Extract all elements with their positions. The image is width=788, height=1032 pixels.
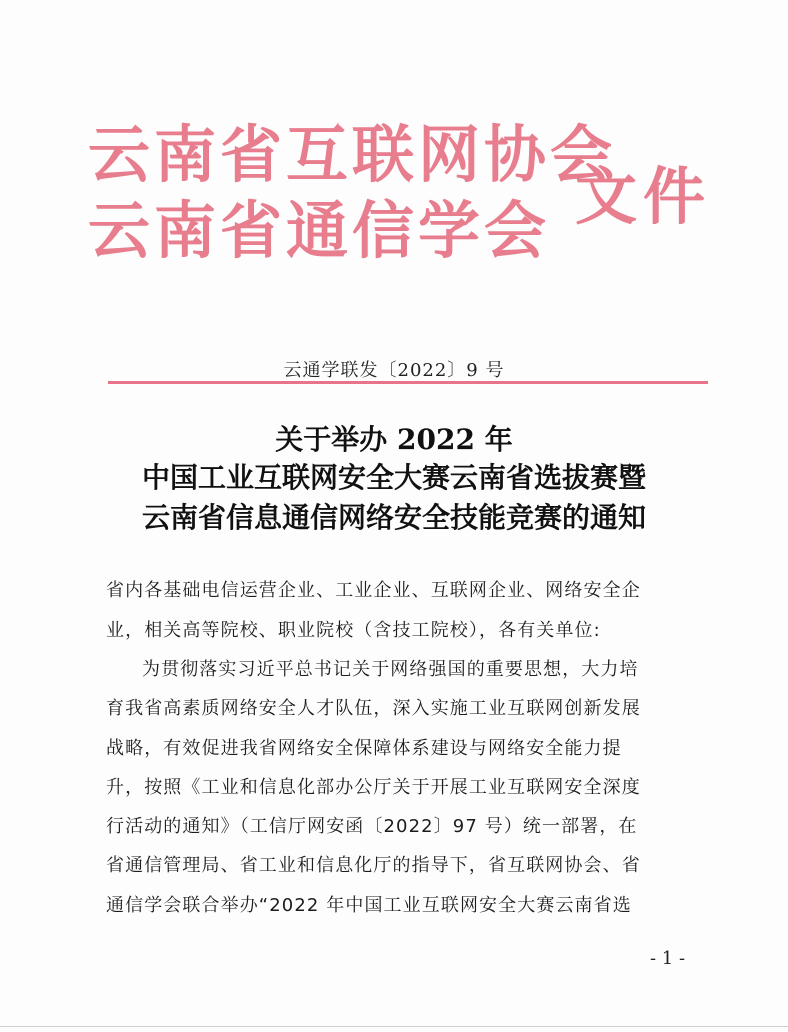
issuer-name-communication-society: 云南省通信学会	[88, 194, 551, 267]
body-line-7: 行活动的通知》（工信厅网安函〔2022〕97 号）统一部署，在	[106, 816, 638, 837]
title-line-2: 中国工业互联网安全大赛云南省选拔赛暨	[141, 461, 646, 494]
page-number: - 1 -	[650, 948, 686, 969]
body-line-6: 升，按照《工业和信息化部办公厅关于开展工业互联网安全深度	[106, 777, 641, 798]
body-line-3: 为贯彻落实习近平总书记关于网络强国的重要思想，大力培	[142, 659, 639, 680]
body-line-5: 战略，有效促进我省网络安全保障体系建设与网络安全能力提	[106, 738, 622, 759]
page-bottom-edge	[0, 1026, 788, 1027]
document-number: 云通学联发〔2022〕9 号	[283, 360, 505, 381]
document-type-label: 文件	[575, 160, 712, 233]
body-line-2: 业，相关高等院校、职业院校（含技工院校），各有关单位:	[106, 620, 601, 641]
issuer-name-internet-association: 云南省互联网协会	[88, 118, 617, 191]
header-red-divider	[108, 381, 708, 384]
title-line-3: 云南省信息通信网络安全技能竞赛的通知	[141, 501, 646, 534]
title-line-1: 关于举办 2022 年	[275, 423, 513, 456]
body-line-1: 省内各基础电信运营企业、工业企业、互联网企业、网络安全企	[106, 580, 641, 601]
body-line-8: 省通信管理局、省工业和信息化厅的指导下，省互联网协会、省	[106, 855, 641, 876]
body-line-9: 通信学会联合举办“2022 年中国工业互联网安全大赛云南省选	[106, 895, 632, 916]
body-line-4: 育我省高素质网络安全人才队伍，深入实施工业互联网创新发展	[106, 698, 641, 719]
